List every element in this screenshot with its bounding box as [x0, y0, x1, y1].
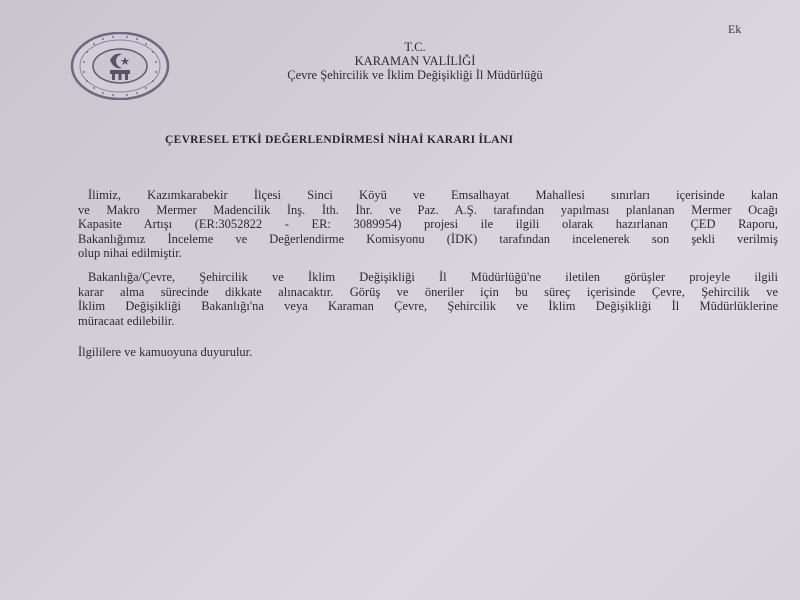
paragraph-1-line: ve Makro Mermer Madencilik İnş. İth. İhr. ve Paz. A.Ş. tarafından yapılması planlanan Mermer Ocağı — [78, 202, 778, 217]
letterhead — [200, 40, 630, 82]
closing-line: İlgililere ve kamuoyuna duyurulur. — [78, 345, 253, 359]
header-tc: T.C. — [404, 40, 426, 54]
paragraph-3 — [78, 345, 778, 360]
header-governorship: KARAMAN VALİLİĞİ — [354, 54, 476, 68]
paragraph-2 — [78, 270, 778, 328]
paragraph-2-line: İklim Değişikliği Bakanlığı'na veya Karaman Çevre, Şehircilik ve İklim Değişikliği İl Müdürlüklerine — [78, 299, 778, 313]
notice-title: ÇEVRESEL ETKİ DEĞERLENDİRMESİ NİHAİ KARARI İLANI — [165, 134, 514, 146]
paragraph-2-line: karar alma sürecinde dikkate alınacaktır. Görüş ve öneriler için bu süreç içerisinde Çevre, Şehircilik ve — [78, 284, 778, 299]
state-seal-icon — [70, 32, 170, 100]
paragraph-1-line: olup nihai edilmiştir. — [78, 246, 182, 260]
paragraph-2-line: Bakanlığa/Çevre, Şehircilik ve İklim Değişikliği İl Müdürlüğü'ne iletilen görüşler projeyle ilgili — [88, 270, 778, 284]
paragraph-1-line: İlimiz, Kazımkarabekir İlçesi Sinci Köyü ve Emsalhayat Mahallesi sınırları içerisinde kalan — [88, 188, 778, 202]
paragraph-1-line: Bakanlığımız İnceleme ve Değerlendirme Komisyonu (İDK) tarafından incelenerek son şekli verilmiş — [78, 231, 778, 246]
corner-label: Ek — [728, 22, 742, 36]
paragraph-1-line: Kapasite Artışı (ER:3052822 - ER: 3089954) projesi ile ilgili olarak hazırlanan ÇED Raporu, — [78, 217, 778, 231]
paragraph-2-line: müracaat edilebilir. — [78, 313, 175, 328]
header-directorate: Çevre Şehircilik ve İklim Değişikliği İl Müdürlüğü — [287, 68, 543, 82]
paragraph-1 — [78, 188, 778, 261]
